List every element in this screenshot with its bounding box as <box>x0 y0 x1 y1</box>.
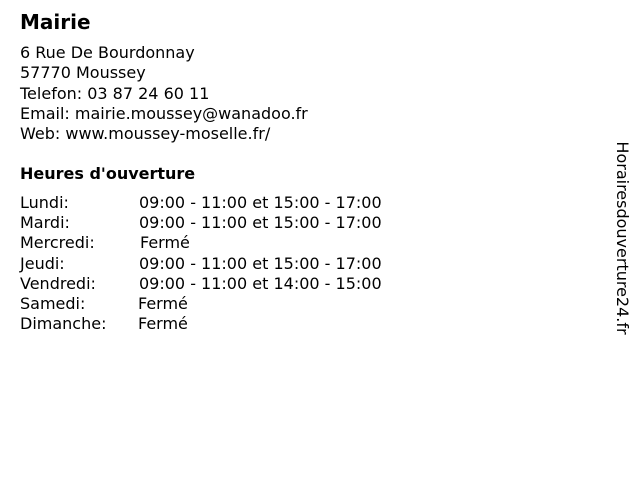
day-label: Dimanche: <box>20 314 107 334</box>
time-value: Fermé <box>140 233 190 253</box>
day-label: Mercredi: <box>20 233 95 253</box>
time-value: 09:00 - 11:00 et 14:00 - 15:00 <box>139 273 382 293</box>
day-label: Jeudi: <box>20 253 65 273</box>
phone-number: Telefon: 03 87 24 60 11 <box>20 83 210 103</box>
watermark-text: Horairesdouverture24.fr <box>613 141 632 335</box>
address-city: 57770 Moussey <box>20 63 146 83</box>
email-address: Email: mairie.moussey@wanadoo.fr <box>20 103 308 123</box>
website: Web: www.moussey-moselle.fr/ <box>20 124 271 144</box>
page-title: Mairie <box>20 10 91 34</box>
day-label: Vendredi: <box>20 273 96 293</box>
day-label: Lundi: <box>20 193 69 212</box>
day-label: Samedi: <box>20 293 86 313</box>
day-label: Mardi: <box>20 213 70 233</box>
time-value: 09:00 - 11:00 et 15:00 - 17:00 <box>139 213 382 233</box>
time-value: 09:00 - 11:00 et 15:00 - 17:00 <box>139 253 382 273</box>
time-value: Fermé <box>138 293 188 313</box>
hours-heading: Heures d'ouverture <box>20 164 196 183</box>
time-value: 09:00 - 11:00 et 15:00 - 17:00 <box>139 193 382 212</box>
address-street: 6 Rue De Bourdonnay <box>20 43 195 62</box>
time-value: Fermé <box>138 314 188 334</box>
address-block <box>20 43 308 144</box>
